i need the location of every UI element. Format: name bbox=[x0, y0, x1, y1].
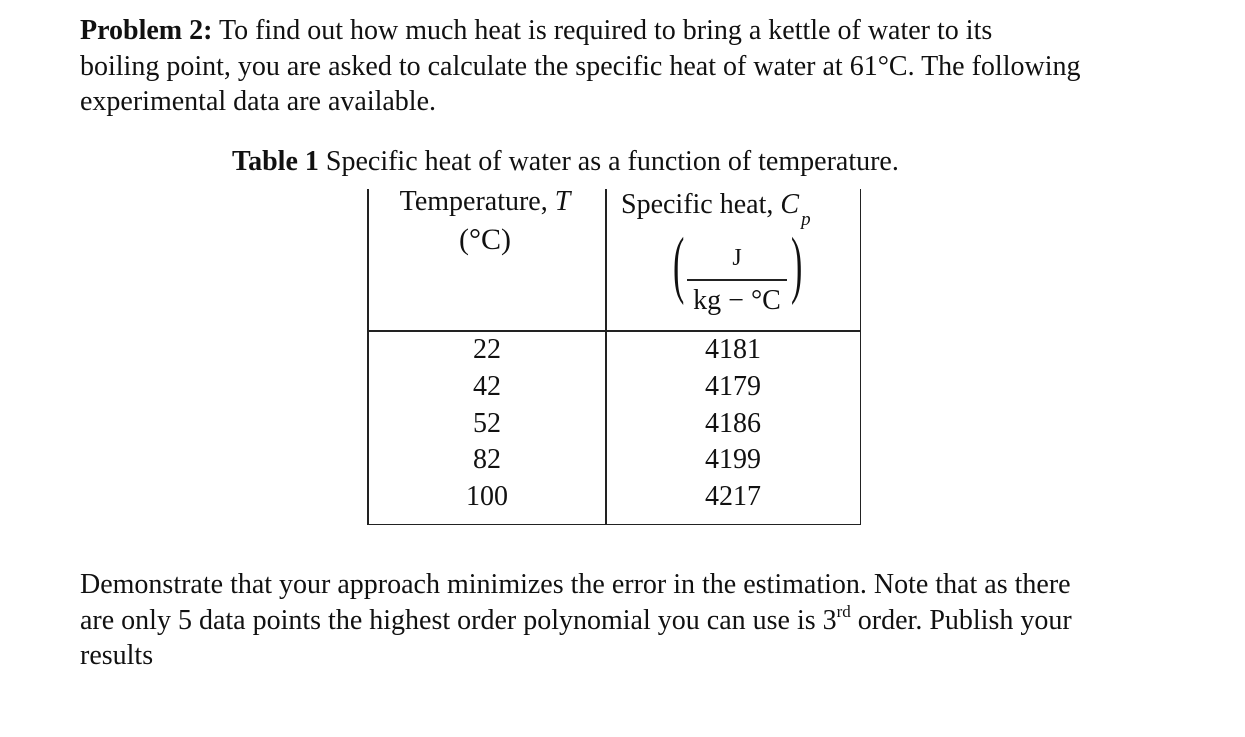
temperature-value: 52 bbox=[473, 407, 501, 439]
specific-heat-value: 4186 bbox=[705, 407, 761, 439]
problem-line-2: boiling point, you are asked to calculate the specific heat of water at 61°C. The following bbox=[80, 50, 1081, 82]
temperature-value: 42 bbox=[473, 370, 501, 402]
temperature-header bbox=[385, 186, 585, 218]
specific-heat-value: 4179 bbox=[705, 370, 761, 402]
task-instructions bbox=[80, 567, 1180, 674]
specific-heat-value: 4199 bbox=[705, 444, 761, 476]
specific-heat-table bbox=[367, 186, 861, 525]
problem-text-1: To find out how much heat is required to bring a kettle of water to its bbox=[212, 15, 993, 46]
table-left-border bbox=[367, 189, 369, 525]
problem-statement bbox=[80, 13, 1180, 120]
table-bottom-border bbox=[367, 524, 861, 526]
unit-left-paren: ( bbox=[673, 225, 685, 307]
specific-heat-value: 4181 bbox=[705, 334, 761, 365]
specific-heat-subscript: p bbox=[801, 209, 811, 230]
task-text-2a: are only 5 data points the highest order polynomial you can use is 3 bbox=[80, 604, 837, 636]
task-line-3: results bbox=[80, 640, 154, 671]
specific-heat-value: 4217 bbox=[705, 481, 761, 513]
unit-denominator: kg − °C bbox=[693, 285, 781, 316]
ordinal-superscript: rd bbox=[836, 601, 851, 621]
specific-heat-symbol: C bbox=[780, 189, 800, 220]
temperature-value: 82 bbox=[473, 444, 501, 476]
temperature-value: 22 bbox=[473, 334, 501, 365]
unit-fraction-bar bbox=[687, 279, 787, 281]
temperature-header-label: Temperature, bbox=[399, 186, 555, 217]
problem-line-1 bbox=[80, 13, 1180, 49]
unit-right-paren: ) bbox=[791, 225, 803, 307]
unit-numerator: J bbox=[732, 245, 742, 271]
table-caption-text: Specific heat of water as a function of temperature. bbox=[325, 146, 899, 177]
temperature-symbol: T bbox=[554, 186, 571, 217]
table-caption-label: Table 1 bbox=[232, 146, 319, 177]
temperature-value: 100 bbox=[466, 481, 508, 513]
specific-heat-header-label: Specific heat, bbox=[621, 189, 781, 220]
table-column-divider bbox=[605, 189, 607, 525]
table-caption bbox=[232, 146, 899, 178]
problem-label: Problem 2: bbox=[80, 15, 213, 46]
specific-heat-header bbox=[621, 189, 851, 230]
problem-line-3: experimental data are available. bbox=[80, 86, 437, 117]
task-line-1: Demonstrate that your approach minimizes the error in the estimation. Note that as there bbox=[80, 569, 1071, 600]
temperature-unit: (°C) bbox=[459, 223, 511, 256]
task-line-2 bbox=[80, 603, 1180, 639]
task-text-2b: order. Publish your bbox=[850, 604, 1072, 636]
table-right-border bbox=[860, 189, 862, 525]
